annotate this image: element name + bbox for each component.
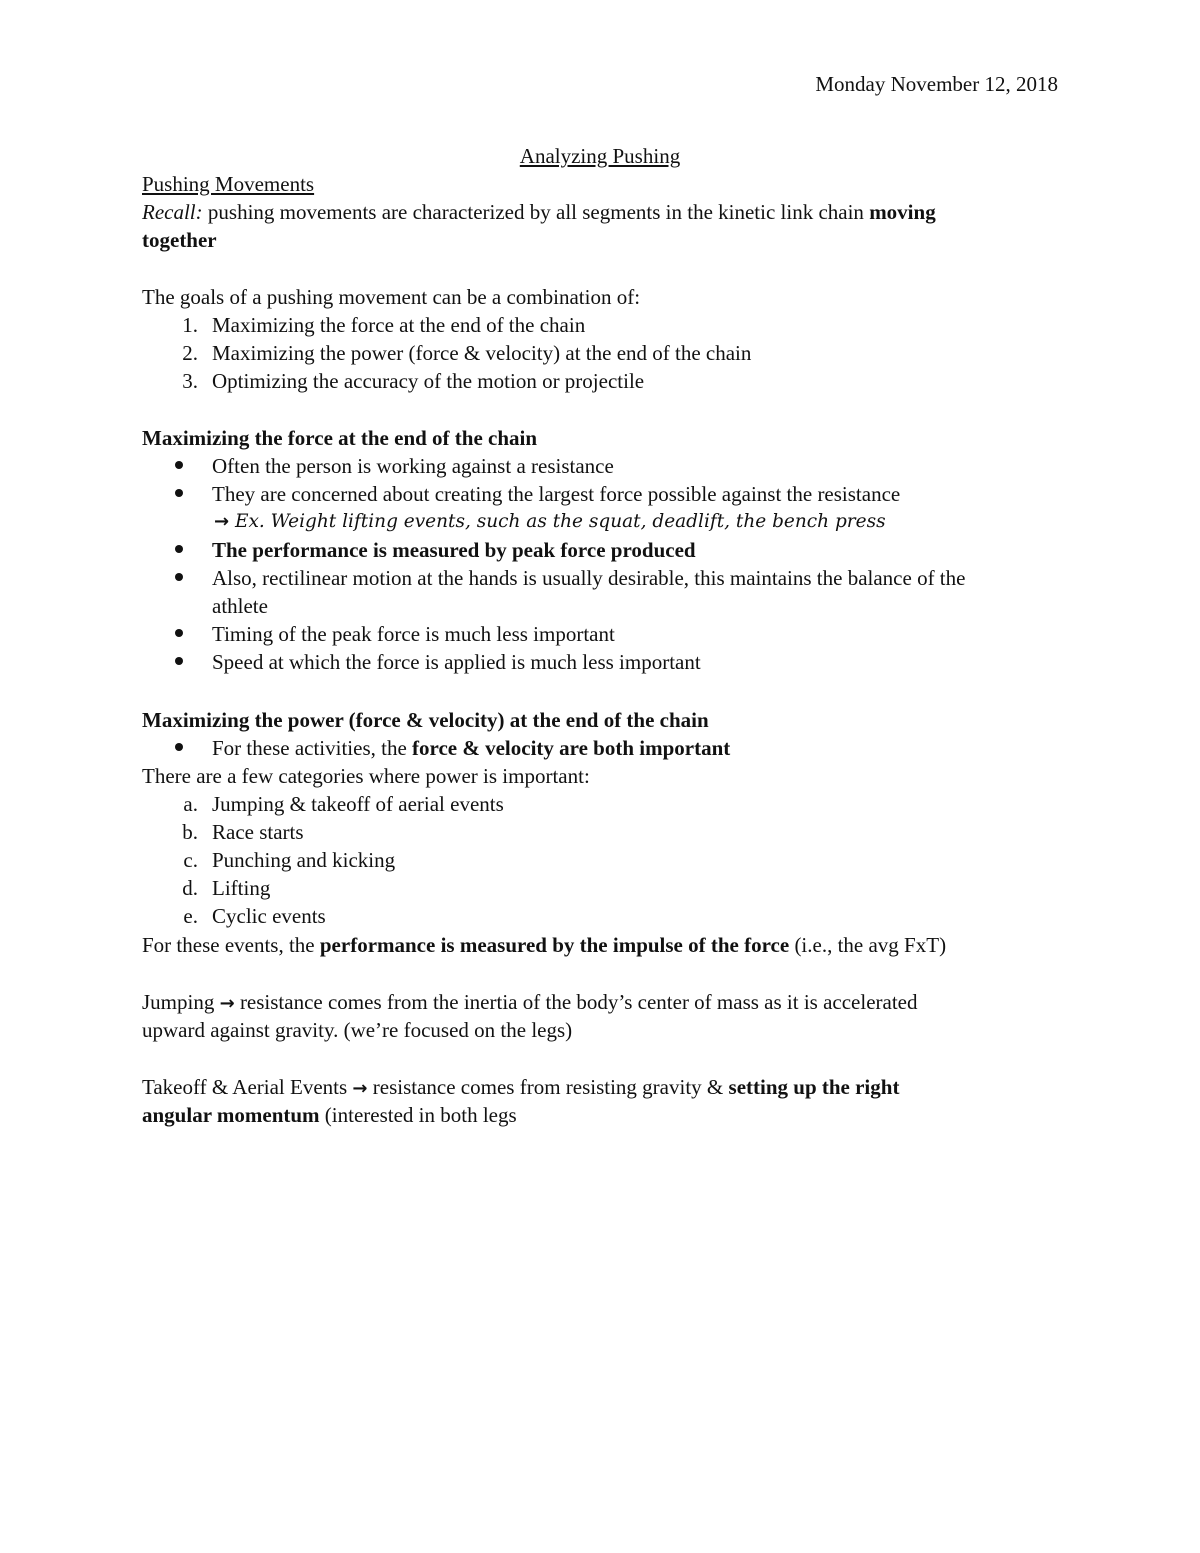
power-bullet-1 [212, 734, 730, 762]
force-section-heading [142, 424, 537, 452]
force-bullet-4-line-1: Also, rectilinear motion at the hands is usually desirable, this maintains the balance of the [212, 566, 966, 590]
power-bullet-1-bold: force & velocity are both important [412, 736, 731, 760]
takeoff-text-2: (interested in both legs [319, 1103, 517, 1127]
bullet-icon [175, 489, 183, 497]
right-arrow-icon: → [214, 511, 230, 532]
bullet-icon [175, 743, 183, 751]
goals-intro: The goals of a pushing movement can be a combination of: [142, 285, 641, 309]
section-heading-pushing-movements: Pushing Movements [142, 172, 315, 196]
bullet-icon [175, 573, 183, 581]
page-title: Analyzing Pushing [519, 144, 681, 168]
power-section-heading-text: Maximizing the power (force & velocity) at the end of the chain [142, 708, 709, 732]
document-date: Monday November 12, 2018 [815, 72, 1058, 96]
bullet-icon [175, 657, 183, 665]
takeoff-line-2 [142, 1101, 517, 1129]
power-section-heading [142, 706, 709, 734]
takeoff-text-1: resistance comes from resisting gravity & [367, 1075, 729, 1099]
goal-item-1: Maximizing the force at the end of the chain [212, 313, 586, 337]
right-arrow-icon: → [219, 993, 235, 1014]
force-bullet-5: Timing of the peak force is much less important [212, 622, 615, 646]
category-item-d: Lifting [212, 876, 271, 900]
force-bullet-2: They are concerned about creating the largest force possible against the resistance [212, 482, 901, 506]
takeoff-bold-1: setting up the right [728, 1075, 900, 1099]
right-arrow-icon: → [352, 1078, 368, 1099]
force-bullet-3-bold: performance is measured by peak force produced [252, 538, 696, 562]
category-item-e: Cyclic events [212, 904, 326, 928]
impulse-suffix: (i.e., the avg FxT) [789, 933, 947, 957]
recall-paragraph-line-2 [142, 226, 217, 254]
takeoff-line-1 [142, 1073, 899, 1101]
goal-marker-1: 1. [182, 313, 198, 337]
bullet-icon [175, 461, 183, 469]
goal-item-3: Optimizing the accuracy of the motion or projectile [212, 369, 645, 393]
bullet-icon [175, 545, 183, 553]
force-bullet-3-prefix: The [212, 538, 253, 562]
recall-label: Recall: [142, 200, 203, 224]
recall-paragraph-line-1 [142, 198, 936, 226]
force-bullet-1: Often the person is working against a resistance [212, 454, 614, 478]
category-marker-c: c. [183, 848, 198, 872]
recall-bold-together: together [142, 228, 217, 252]
force-bullet-3 [212, 536, 696, 564]
force-example-text: Ex. Weight lifting events, such as the squat, deadlift, the bench press [229, 511, 886, 532]
force-bullet-6: Speed at which the force is applied is much less important [212, 650, 701, 674]
power-categories-intro: There are a few categories where power is important: [142, 764, 590, 788]
category-item-a: Jumping & takeoff of aerial events [212, 792, 504, 816]
category-marker-a: a. [183, 792, 198, 816]
category-marker-b: b. [182, 820, 198, 844]
impulse-bold: performance is measured by the impulse of the force [319, 933, 790, 957]
category-marker-e: e. [183, 904, 198, 928]
category-item-c: Punching and kicking [212, 848, 396, 872]
goal-item-2: Maximizing the power (force & velocity) at the end of the chain [212, 341, 752, 365]
jumping-line-2: upward against gravity. (we’re focused on the legs) [142, 1018, 573, 1042]
force-example-line [214, 508, 886, 536]
goal-marker-2: 2. [182, 341, 198, 365]
bullet-icon [175, 629, 183, 637]
recall-bold-moving: moving [869, 200, 936, 224]
takeoff-bold-2: angular momentum [142, 1103, 320, 1127]
force-section-heading-text: Maximizing the force at the end of the chain [142, 426, 538, 450]
impulse-prefix: For these events, the [142, 933, 320, 957]
power-bullet-1-prefix: For these activities, the [212, 736, 413, 760]
category-item-b: Race starts [212, 820, 304, 844]
category-marker-d: d. [182, 876, 198, 900]
impulse-sentence [142, 931, 946, 959]
jumping-line-1 [142, 988, 918, 1016]
jumping-text-1: resistance comes from the inertia of the body’s center of mass as it is accelerated [234, 990, 918, 1014]
recall-text: pushing movements are characterized by all segments in the kinetic link chain [202, 200, 870, 224]
force-bullet-4-line-2: athlete [212, 594, 268, 618]
jumping-label: Jumping [142, 990, 220, 1014]
takeoff-label: Takeoff & Aerial Events [142, 1075, 353, 1099]
goal-marker-3: 3. [182, 369, 198, 393]
